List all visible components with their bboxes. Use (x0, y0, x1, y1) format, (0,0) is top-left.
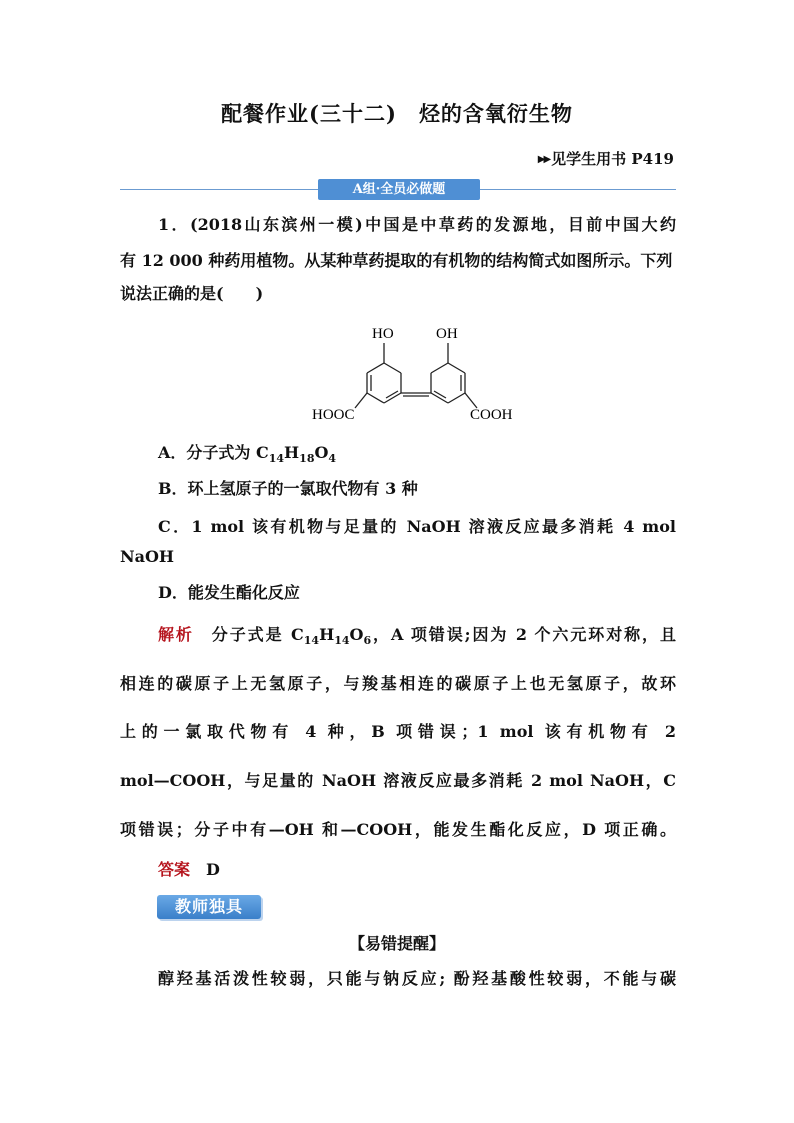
structure-diagram (300, 318, 532, 426)
answer-label: 答案 (158, 860, 191, 879)
analysis-line-4: mol—COOH，与足量的 NaOH 溶液反应最多消耗 2 mol NaOH，C (120, 771, 676, 790)
title-main: 配餐作业(三十二) (221, 101, 397, 126)
analysis-label: 解析 (158, 625, 194, 644)
option-c: C．1 mol 该有机物与足量的 NaOH 溶液反应最多消耗 4 mol (158, 517, 676, 536)
question-stem: 有 12 000 种药用植物。从某种草药提取的有机物的结构简式如图所示。下列说法正确的是( ) (120, 251, 673, 303)
book-reference: ▶▶ 见学生用书 P419 (537, 150, 674, 168)
question-line-1: 1．(2018山东滨州一模)中国是中草药的发源地，目前中国大约 (158, 215, 676, 234)
label-oh-right: OH (436, 326, 458, 342)
tip-title: 【易错提醒】 (348, 934, 445, 953)
answer (158, 857, 714, 880)
question-source: (2018山东滨州一模) (190, 215, 363, 234)
option-c-cont: NaOH (120, 547, 175, 566)
group-banner: A组·全员必做题 (318, 179, 480, 200)
label-cooh-right: COOH (470, 407, 513, 423)
title-sub: 烃的含氧衍生物 (418, 101, 573, 126)
analysis-line-3: 上的一氯取代物有 4 种，B 项错误；1 mol 该有机物有 2 (120, 722, 676, 741)
tip-line-1: 醇羟基活泼性较弱，只能与钠反应; 酚羟基酸性较弱，不能与碳 (158, 969, 676, 988)
analysis-line-5: 项错误；分子中有—OH 和—COOH，能发生酯化反应，D 项正确。 (120, 820, 676, 839)
label-oh-left: HO (372, 326, 394, 342)
option-a: A．分子式为 $C_{14}H_{18}O_4$ (158, 443, 337, 466)
double-arrow-icon: ▶▶ (537, 154, 550, 165)
analysis-line-1: 解析 分子式是 $C_{14}H_{14}O_6$，A 项错误;因为 2 个六元环对称，且 (120, 622, 676, 647)
page-title (0, 98, 794, 128)
option-d: D．能发生酯化反应 (158, 583, 300, 602)
teacher-badge: 教师独具 (157, 895, 261, 919)
option-b: B．环上氢原子的一氯取代物有 3 种 (158, 479, 418, 498)
answer-value: D (206, 860, 220, 879)
analysis-line-2: 相连的碳原子上无氢原子，与羧基相连的碳原子上也无氢原子，故环 (120, 674, 676, 693)
label-cooh-left: HOOC (312, 407, 355, 423)
